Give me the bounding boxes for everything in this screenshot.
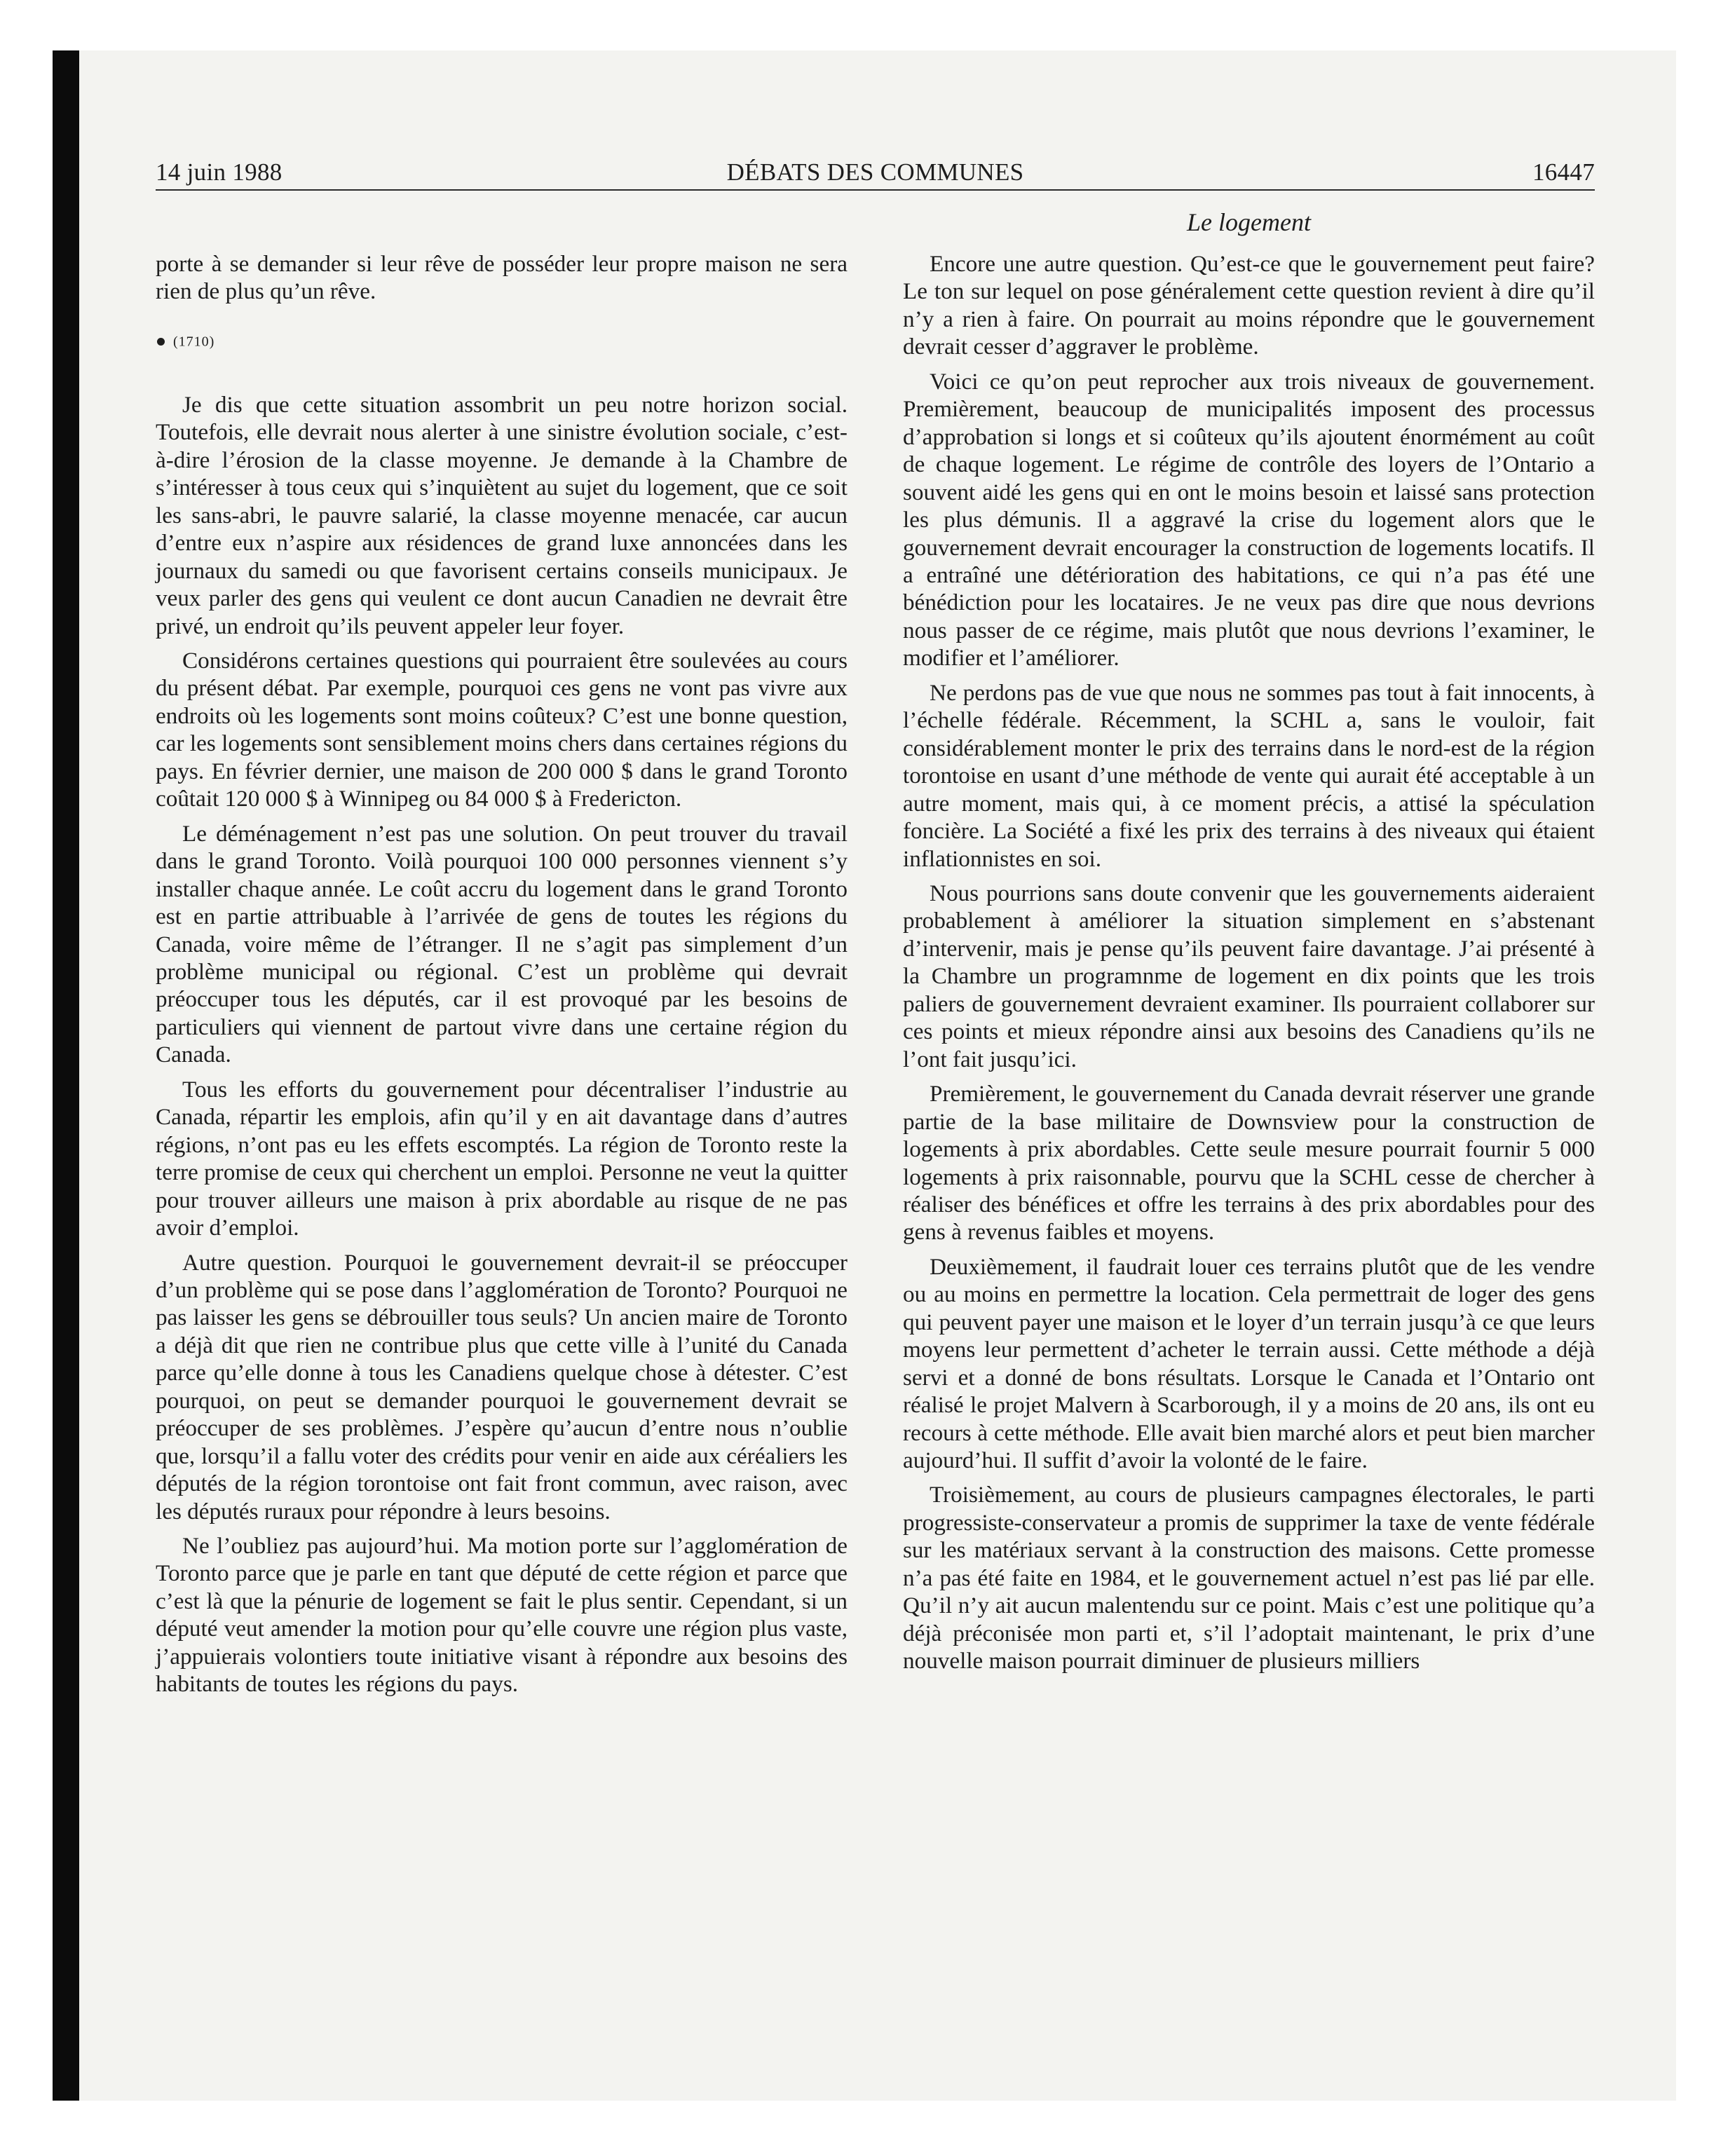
paragraph: Je dis que cette situation assombrit un peu notre horizon social. Toutefois, elle devrait nous alerter à une sinistre évolution sociale, c’est-à-dire l’érosion de la classe moyenne. Je demande à la Chambre de s’intéresser à tous ceux qui s’inquiètent au sujet du logement, que ce soit les sans-abri, le pauvre salarié, la classe moyenne menacée, car aucun d’entre eux n’aspire aux résidences de grand luxe annoncées dans les journaux du samedi ou que favorisent certains conseils municipaux. Je veux parler des gens qui veulent ce dont aucun Canadien ne devrait être privé, un endroit qu’ils peuvent appeler leur foyer.: [156, 391, 848, 639]
paragraph: Ne l’oubliez pas aujourd’hui. Ma motion porte sur l’agglomération de Toronto parce que je parle en tant que député de cette région et parce que c’est là que la pénurie de logement se fait le plus sentir. Cependant, si un député veut amender la motion pour qu’elle couvre une région plus vaste, j’appuierais volontiers toute initiative visant à répondre aux besoins des habitants de toutes les régions du pays.: [156, 1533, 848, 1698]
paragraph: Deuxièmement, il faudrait louer ces terrains plutôt que de les vendre ou au moins en permettre la location. Cela permettrait de loger des gens qui peuvent payer une maison et le loyer d’un terrain jusqu’à ce que leurs moyens leur permettent d’acheter le terrain aussi. Cette méthode a déjà servi et a donné de bons résultats. Lorsque le Canada et l’Ontario ont réalisé le projet Malvern à Scarborough, il y a moins de 20 ans, ils ont eu recours à cette méthode. Elle avait bien marché alors et peut bien marcher aujourd’hui. Il suffit d’avoir la volonté de le faire.: [903, 1253, 1595, 1474]
right-column: [903, 250, 1595, 1682]
header-title: DÉBATS DES COMMUNES: [726, 158, 1024, 186]
scan-margin: [0, 0, 55, 2156]
bullet-icon: [157, 338, 165, 346]
header-rule: [156, 189, 1595, 191]
paragraph: Encore une autre question. Qu’est-ce que le gouvernement peut faire? Le ton sur lequel on pose généralement cette question revient à dire qu’il n’y a rien à faire. On pourrait au moins répondre que le gouvernement devrait cesser d’aggraver le problème.: [903, 251, 1595, 360]
header-page-number: 16447: [1532, 158, 1595, 186]
paragraph: Troisièmement, au cours de plusieurs campagnes électorales, le parti progressiste-conservateur a promis de supprimer la taxe de vente fédérale sur les matériaux servant à la construction des maisons. Cette promesse n’a pas été faite en 1984, et le gouvernement actuel n’est pas lié par elle. Qu’il n’y ait aucun malentendu sur ce point. Mais c’est une politique qu’a déjà préconisée mon parti et, s’il l’adoptait maintenant, le prix d’une nouvelle maison pourrait diminuer de plusieurs milliers: [903, 1482, 1595, 1674]
scan-binding-edge: [53, 50, 81, 2101]
section-title: Le logement: [1187, 208, 1311, 236]
paragraph: Nous pourrions sans doute convenir que les gouvernements aideraient probablement à améliorer la situation simplement en s’abstenant d’intervenir, mais je pense qu’ils peuvent faire davantage. J’ai présenté à la Chambre un programnme de logement en dix points que les trois paliers de gouvernement devraient examiner. Ils pourraient collaborer sur ces points et mieux répondre ainsi aux besoins des Canadiens qu’ils ne l’ont fait jusqu’ici.: [903, 880, 1595, 1072]
left-column: [156, 250, 848, 1705]
paragraph: Premièrement, le gouvernement du Canada devrait réserver une grande partie de la base militaire de Downsview pour la construction de logements à prix abordables. Cette seule mesure pourrait fournir 5 000 logements à prix raisonnable, pourvu que la SCHL cesse de chercher à réaliser des bénéfices et offre les terrains à des prix abordables pour des gens à revenus faibles et moyens.: [903, 1081, 1595, 1246]
header-date: 14 juin 1988: [156, 158, 283, 186]
paragraph: Tous les efforts du gouvernement pour décentraliser l’industrie au Canada, répartir les emplois, afin qu’il y en ait davantage dans d’autres régions, n’ont pas eu les effets escomptés. La région de Toronto reste la terre promise de ceux qui cherchent un emploi. Personne ne veut la quitter pour trouver ailleurs une maison à prix abordable au risque de ne pas avoir d’emploi.: [156, 1076, 848, 1241]
running-header: [156, 158, 1595, 191]
time-marker: [156, 327, 848, 355]
paragraph: Le déménagement n’est pas une solution. On peut trouver du travail dans le grand Toronto. Voilà pourquoi 100 000 personnes viennent s’y installer chaque année. Le coût accru du logement dans le grand Toronto est en partie attribuable à l’arrivée de gens de toutes les régions du Canada, voire même de l’étranger. Il ne s’agit pas simplement d’un problème municipal ou régional. C’est un problème qui devrait préoccuper tous les députés, car il est provoqué par les besoins de particuliers qui viennent de partout vivre dans une certaine région du Canada.: [156, 820, 848, 1068]
paragraph: porte à se demander si leur rêve de posséder leur propre maison ne sera rien de plus qu’un rêve.: [156, 251, 848, 305]
paragraph: Ne perdons pas de vue que nous ne sommes pas tout à fait innocents, à l’échelle fédérale. Récemment, la SCHL a, sans le vouloir, fait considérablement monter le prix des terrains dans le nord-est de la région torontoise en usant d’une méthode de vente qui aurait été acceptable à un autre moment, mais qui, à ce moment précis, a attisé la spéculation foncière. La Société a fixé les prix des terrains à des niveaux qui étaient inflationnistes en soi.: [903, 679, 1595, 872]
time-marker-text: (1710): [173, 334, 215, 350]
paragraph: Voici ce qu’on peut reprocher aux trois niveaux de gouvernement. Premièrement, beaucoup de municipalités imposent des processus d’approbation si longs et si coûteux qu’ils ajoutent énormément au coût de chaque logement. Le régime de contrôle des loyers de l’Ontario a souvent aidé les gens qui en ont le moins besoin et laissé sans protection les plus démunis. Il a aggravé la crise du logement alors que le gouvernement devrait encourager la construction de logements locatifs. Il a entraîné une détérioration des habitations, ce qui n’a pas été une bénédiction pour les locataires. Je ne veux pas dire que nous devrions nous passer de ce régime, mais plutôt que nous devrions l’examiner, le modifier et l’améliorer.: [903, 368, 1595, 671]
paragraph: Considérons certaines questions qui pourraient être soulevées au cours du présent débat. Par exemple, pourquoi ces gens ne vont pas vivre aux endroits où les logements sont moins coûteux? C’est une bonne question, car les logements sont sensiblement moins chers dans certaines régions du pays. En février dernier, une maison de 200 000 $ dans le grand Toronto coûtait 120 000 $ à Winnipeg ou 84 000 $ à Fredericton.: [156, 647, 848, 812]
paragraph: Autre question. Pourquoi le gouvernement devrait-il se préoccuper d’un problème qui se pose dans l’agglomération de Toronto? Pourquoi ne pas laisser les gens se débrouiller tous seuls? Un ancien maire de Toronto a déjà dit que rien ne contribue plus que cette ville à l’unité du Canada parce qu’elle donne à tous les Canadiens quelque chose à détester. C’est pourquoi, on peut se demander pourquoi le gouvernement devrait se préoccuper de ses problèmes. J’espère qu’aucun d’entre nous n’oublie que, lorsqu’il a fallu voter des crédits pour venir en aide aux céréaliers les députés de la région torontoise ont fait front commun, avec raison, avec les députés ruraux pour répondre à leurs besoins.: [156, 1249, 848, 1524]
